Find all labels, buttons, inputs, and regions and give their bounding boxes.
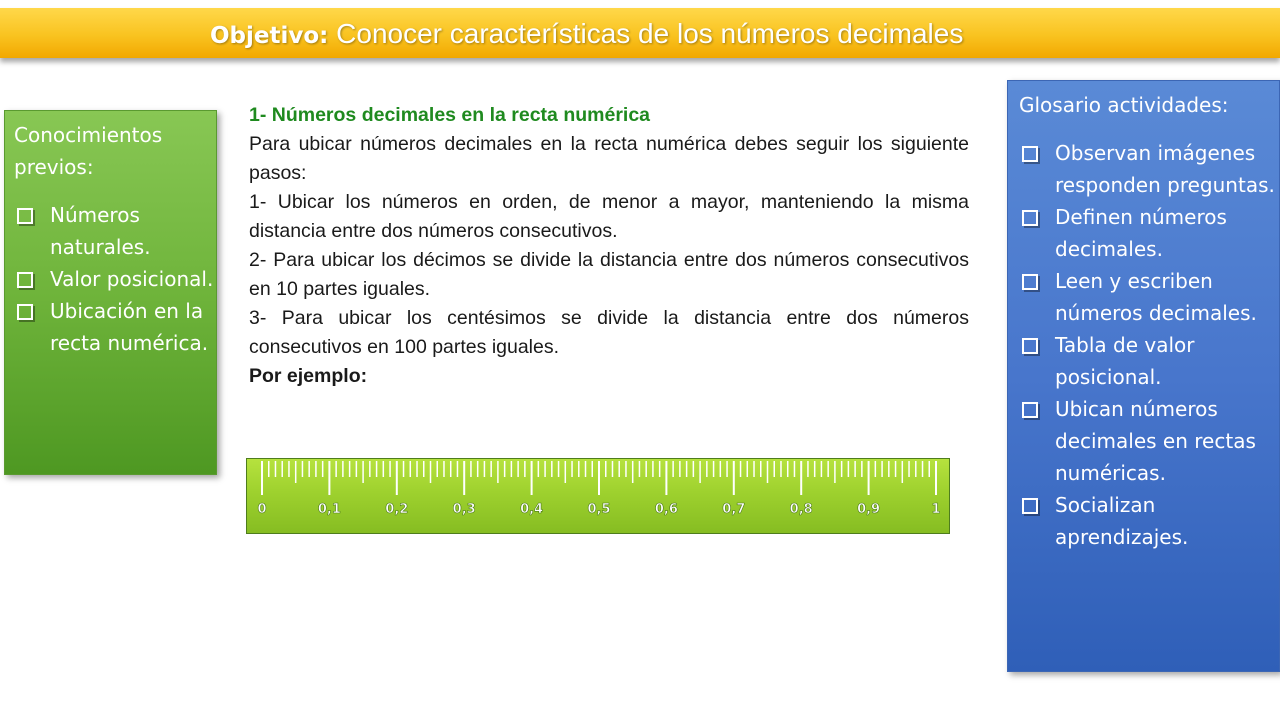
intro-text: Para ubicar números decimales en la recta numérica debes seguir los siguiente pasos: <box>249 133 969 184</box>
ruler-tick-label: 0,8 <box>789 502 813 517</box>
ruler-tick-label: 0 <box>257 502 267 517</box>
ruler-tick-label: 0,3 <box>452 502 476 517</box>
ruler-tick-label: 0,5 <box>587 502 611 517</box>
list-item-label: Definen números decimales. <box>1055 205 1227 261</box>
ruler-graphic <box>247 459 949 533</box>
title-main: Conocer características de los números decimales <box>336 18 964 49</box>
list-item-label: Ubicación en la recta numérica. <box>50 299 209 355</box>
prior-knowledge-list <box>14 199 216 359</box>
checkbox-icon <box>17 272 33 288</box>
list-item-label: Socializan aprendizajes. <box>1055 493 1189 549</box>
list-item <box>14 263 216 295</box>
list-item <box>1019 489 1279 553</box>
list-item <box>1019 393 1279 489</box>
step-text: 1- Ubicar los números en orden, de menor a mayor, manteniendo la misma distancia entre dos números consecutivos. <box>249 191 969 242</box>
ruler-tick-label: 0,6 <box>654 502 678 517</box>
step-text: 2- Para ubicar los décimos se divide la distancia entre dos números consecutivos en 10 partes iguales. <box>249 249 969 300</box>
glossary-list <box>1019 137 1279 553</box>
ruler-tick-label: 0,2 <box>385 502 409 517</box>
step-text: 3- Para ubicar los centésimos se divide la distancia entre dos números consecutivos en 100 partes iguales. <box>249 307 969 358</box>
list-item-label: Ubican números decimales en rectas numéricas. <box>1055 397 1256 485</box>
prior-knowledge-heading: Conocimientos previos: <box>14 123 163 179</box>
main-content <box>249 101 969 391</box>
example-label: Por ejemplo: <box>249 365 368 387</box>
list-item <box>1019 265 1279 329</box>
activities-glossary-box <box>1007 80 1280 672</box>
checkbox-icon <box>1022 274 1038 290</box>
list-item <box>14 295 216 359</box>
list-item-label: Observan imágenes responden preguntas. <box>1055 141 1275 197</box>
list-item <box>1019 201 1279 265</box>
list-item-label: Tabla de valor posicional. <box>1055 333 1195 389</box>
checkbox-icon <box>1022 146 1038 162</box>
number-line-ruler <box>246 458 950 534</box>
list-item-label: Números naturales. <box>50 203 151 259</box>
ruler-tick-label: 0,9 <box>857 502 881 517</box>
prior-knowledge-box <box>4 110 217 475</box>
list-item <box>14 199 216 263</box>
title-label: Objetivo: <box>210 23 329 49</box>
list-item <box>1019 137 1279 201</box>
checkbox-icon <box>1022 402 1038 418</box>
checkbox-icon <box>1022 210 1038 226</box>
ruler-tick-label: 1 <box>931 502 941 517</box>
glossary-heading: Glosario actividades: <box>1019 93 1229 117</box>
ruler-tick-label: 0,4 <box>520 502 544 517</box>
checkbox-icon <box>1022 498 1038 514</box>
list-item-label: Leen y escriben números decimales. <box>1055 269 1257 325</box>
section-heading: 1- Números decimales en la recta numérica <box>249 104 651 126</box>
checkbox-icon <box>17 208 33 224</box>
page-title <box>210 18 963 50</box>
checkbox-icon <box>1022 338 1038 354</box>
list-item <box>1019 329 1279 393</box>
ruler-tick-label: 0,1 <box>317 502 341 517</box>
checkbox-icon <box>17 304 33 320</box>
ruler-tick-label: 0,7 <box>722 502 746 517</box>
list-item-label: Valor posicional. <box>50 267 214 291</box>
title-bar <box>0 8 1280 58</box>
